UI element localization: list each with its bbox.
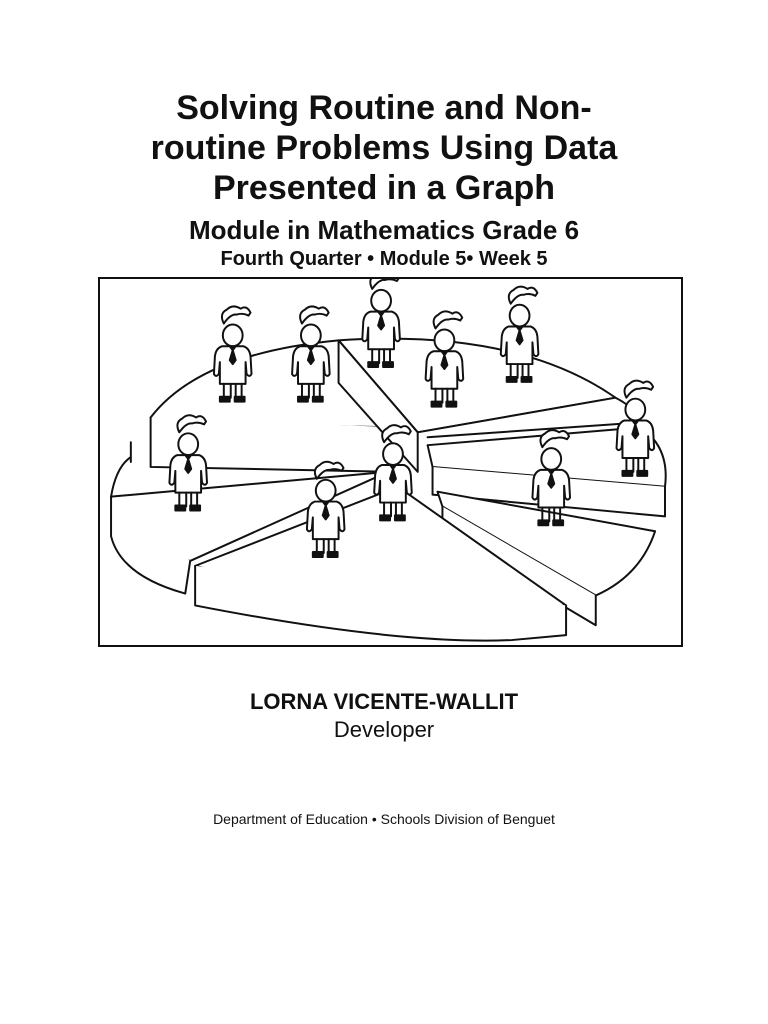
title-line-3: Presented in a Graph (213, 169, 555, 207)
module-title (0, 88, 768, 208)
title-line-2: routine Problems Using Data (150, 129, 618, 167)
module-subtitle: Module in Mathematics Grade 6 (188, 215, 580, 245)
title-line-1: Solving Routine and Non- (176, 89, 592, 127)
publisher-footer: Department of Education • Schools Division of Benguet (213, 811, 555, 827)
quarter-module-week: Fourth Quarter • Module 5• Week 5 (220, 248, 548, 270)
author-role: Developer (333, 717, 435, 742)
author-name: LORNA VICENTE-WALLIT (249, 689, 519, 714)
pie-chart-people-illustration (98, 277, 683, 647)
